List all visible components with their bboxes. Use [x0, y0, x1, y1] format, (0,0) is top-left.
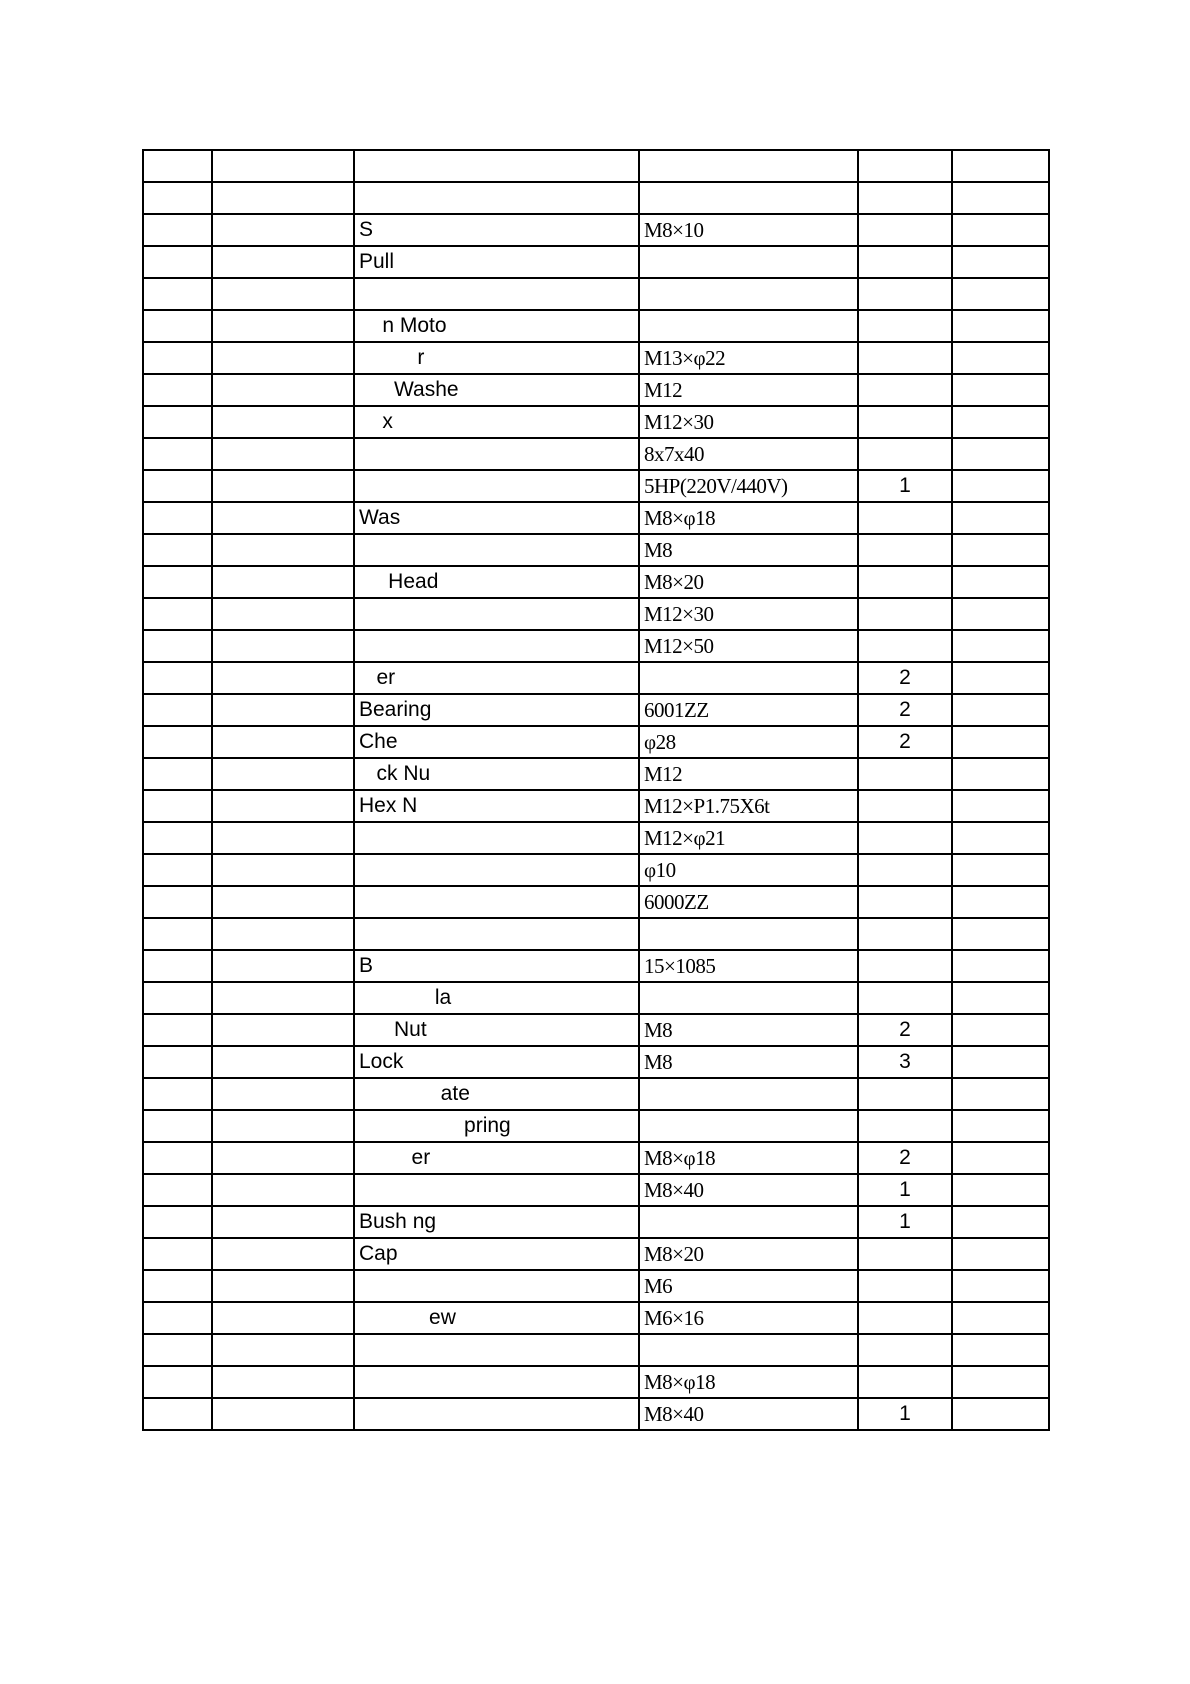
- part-code-cell: [212, 758, 354, 790]
- part-code-cell: [212, 1206, 354, 1238]
- remark-cell: [952, 950, 1049, 982]
- specification-cell: 5HP(220V/440V): [639, 470, 858, 502]
- remark-cell: [952, 310, 1049, 342]
- table-row: [143, 1334, 1049, 1366]
- part-code-cell: [212, 278, 354, 310]
- part-code-cell: [212, 790, 354, 822]
- description-cell: Nut: [354, 1014, 639, 1046]
- part-code-cell: [212, 886, 354, 918]
- part-code-cell: [212, 1302, 354, 1334]
- quantity-cell: [858, 1238, 952, 1270]
- quantity-cell: 2: [858, 694, 952, 726]
- description-cell: [354, 534, 639, 566]
- part-code-cell: [212, 662, 354, 694]
- description-cell: Bearing: [354, 694, 639, 726]
- remark-cell: [952, 1078, 1049, 1110]
- description-cell: Head: [354, 566, 639, 598]
- part-code-cell: [212, 534, 354, 566]
- part-number-cell: [143, 470, 212, 502]
- table-row: [143, 406, 1049, 438]
- specification-cell: M6×16: [639, 1302, 858, 1334]
- quantity-cell: [858, 886, 952, 918]
- table-row: [143, 278, 1049, 310]
- description-cell: er: [354, 662, 639, 694]
- quantity-cell: [858, 758, 952, 790]
- part-number-cell: [143, 374, 212, 406]
- quantity-cell: [858, 214, 952, 246]
- description-cell: [354, 630, 639, 662]
- description-cell: Cap: [354, 1238, 639, 1270]
- quantity-cell: 1: [858, 1206, 952, 1238]
- specification-cell: 6001ZZ: [639, 694, 858, 726]
- part-number-cell: [143, 758, 212, 790]
- part-code-cell: [212, 982, 354, 1014]
- quantity-cell: [858, 374, 952, 406]
- part-code-cell: [212, 1334, 354, 1366]
- description-cell: [354, 1366, 639, 1398]
- part-number-cell: [143, 214, 212, 246]
- description-cell: [354, 598, 639, 630]
- part-number-cell: [143, 950, 212, 982]
- remark-cell: [952, 1398, 1049, 1430]
- part-code-cell: [212, 150, 354, 182]
- parts-list-table: [142, 149, 1050, 1431]
- part-number-cell: [143, 598, 212, 630]
- table-row: [143, 662, 1049, 694]
- description-cell: pring: [354, 1110, 639, 1142]
- specification-cell: M8×20: [639, 566, 858, 598]
- remark-cell: [952, 1238, 1049, 1270]
- specification-cell: 8x7x40: [639, 438, 858, 470]
- quantity-cell: [858, 630, 952, 662]
- quantity-cell: [858, 150, 952, 182]
- remark-cell: [952, 374, 1049, 406]
- table-row: [143, 630, 1049, 662]
- table-row: [143, 1398, 1049, 1430]
- table-row: [143, 1238, 1049, 1270]
- part-number-cell: [143, 886, 212, 918]
- part-number-cell: [143, 1238, 212, 1270]
- specification-cell: 15×1085: [639, 950, 858, 982]
- part-code-cell: [212, 726, 354, 758]
- part-number-cell: [143, 918, 212, 950]
- quantity-cell: [858, 854, 952, 886]
- remark-cell: [952, 342, 1049, 374]
- description-cell: Hex N: [354, 790, 639, 822]
- table-row: [143, 246, 1049, 278]
- specification-cell: M8: [639, 1014, 858, 1046]
- description-cell: [354, 822, 639, 854]
- table-row: [143, 598, 1049, 630]
- quantity-cell: [858, 822, 952, 854]
- quantity-cell: [858, 982, 952, 1014]
- quantity-cell: [858, 1366, 952, 1398]
- specification-cell: M12×50: [639, 630, 858, 662]
- table-row: [143, 822, 1049, 854]
- quantity-cell: [858, 182, 952, 214]
- part-code-cell: [212, 822, 354, 854]
- specification-cell: M6: [639, 1270, 858, 1302]
- specification-cell: [639, 1334, 858, 1366]
- table-row: [143, 726, 1049, 758]
- part-code-cell: [212, 1014, 354, 1046]
- description-cell: Pull: [354, 246, 639, 278]
- remark-cell: [952, 726, 1049, 758]
- part-code-cell: [212, 1142, 354, 1174]
- table-row: [143, 1174, 1049, 1206]
- table-row: [143, 534, 1049, 566]
- remark-cell: [952, 854, 1049, 886]
- specification-cell: M8: [639, 1046, 858, 1078]
- remark-cell: [952, 150, 1049, 182]
- table-row: [143, 1206, 1049, 1238]
- remark-cell: [952, 1014, 1049, 1046]
- specification-cell: [639, 278, 858, 310]
- part-number-cell: [143, 1142, 212, 1174]
- part-number-cell: [143, 694, 212, 726]
- part-code-cell: [212, 406, 354, 438]
- specification-cell: [639, 1206, 858, 1238]
- description-cell: x: [354, 406, 639, 438]
- description-cell: [354, 1270, 639, 1302]
- part-number-cell: [143, 854, 212, 886]
- table-row: [143, 1046, 1049, 1078]
- description-cell: [354, 1334, 639, 1366]
- remark-cell: [952, 662, 1049, 694]
- remark-cell: [952, 470, 1049, 502]
- remark-cell: [952, 822, 1049, 854]
- specification-cell: M13×φ22: [639, 342, 858, 374]
- table-row: [143, 694, 1049, 726]
- part-number-cell: [143, 1206, 212, 1238]
- table-row: [143, 790, 1049, 822]
- table-row: [143, 374, 1049, 406]
- specification-cell: M8: [639, 534, 858, 566]
- quantity-cell: 2: [858, 1014, 952, 1046]
- specification-cell: [639, 310, 858, 342]
- quantity-cell: [858, 534, 952, 566]
- part-number-cell: [143, 406, 212, 438]
- specification-cell: φ28: [639, 726, 858, 758]
- table-row: [143, 758, 1049, 790]
- part-code-cell: [212, 470, 354, 502]
- remark-cell: [952, 886, 1049, 918]
- part-code-cell: [212, 438, 354, 470]
- description-cell: B: [354, 950, 639, 982]
- quantity-cell: 1: [858, 470, 952, 502]
- quantity-cell: 2: [858, 726, 952, 758]
- remark-cell: [952, 534, 1049, 566]
- specification-cell: [639, 182, 858, 214]
- part-code-cell: [212, 1238, 354, 1270]
- part-number-cell: [143, 1366, 212, 1398]
- part-number-cell: [143, 1174, 212, 1206]
- quantity-cell: [858, 310, 952, 342]
- table-row: [143, 566, 1049, 598]
- description-cell: [354, 470, 639, 502]
- quantity-cell: [858, 342, 952, 374]
- part-number-cell: [143, 310, 212, 342]
- description-cell: [354, 278, 639, 310]
- quantity-cell: [858, 1078, 952, 1110]
- part-code-cell: [212, 566, 354, 598]
- description-cell: Washe: [354, 374, 639, 406]
- table-row: [143, 1270, 1049, 1302]
- part-number-cell: [143, 1334, 212, 1366]
- specification-cell: [639, 918, 858, 950]
- quantity-cell: 1: [858, 1398, 952, 1430]
- description-cell: er: [354, 1142, 639, 1174]
- remark-cell: [952, 598, 1049, 630]
- specification-cell: M8×10: [639, 214, 858, 246]
- part-number-cell: [143, 1398, 212, 1430]
- part-number-cell: [143, 662, 212, 694]
- quantity-cell: [858, 1270, 952, 1302]
- part-code-cell: [212, 694, 354, 726]
- part-number-cell: [143, 822, 212, 854]
- part-number-cell: [143, 278, 212, 310]
- part-code-cell: [212, 374, 354, 406]
- specification-cell: [639, 246, 858, 278]
- description-cell: Was: [354, 502, 639, 534]
- part-number-cell: [143, 1014, 212, 1046]
- quantity-cell: 2: [858, 662, 952, 694]
- specification-cell: M12×φ21: [639, 822, 858, 854]
- description-cell: [354, 886, 639, 918]
- part-code-cell: [212, 1398, 354, 1430]
- part-code-cell: [212, 1270, 354, 1302]
- description-cell: n Moto: [354, 310, 639, 342]
- part-number-cell: [143, 630, 212, 662]
- remark-cell: [952, 1206, 1049, 1238]
- remark-cell: [952, 694, 1049, 726]
- specification-cell: [639, 982, 858, 1014]
- table-row: [143, 342, 1049, 374]
- description-cell: [354, 438, 639, 470]
- quantity-cell: [858, 566, 952, 598]
- part-number-cell: [143, 534, 212, 566]
- part-code-cell: [212, 598, 354, 630]
- remark-cell: [952, 790, 1049, 822]
- part-number-cell: [143, 790, 212, 822]
- part-number-cell: [143, 982, 212, 1014]
- table-row: [143, 470, 1049, 502]
- remark-cell: [952, 918, 1049, 950]
- description-cell: [354, 918, 639, 950]
- quantity-cell: [858, 918, 952, 950]
- parts-list-body: [143, 150, 1049, 1430]
- description-cell: ck Nu: [354, 758, 639, 790]
- quantity-cell: [858, 598, 952, 630]
- remark-cell: [952, 758, 1049, 790]
- quantity-cell: [858, 278, 952, 310]
- part-code-cell: [212, 1046, 354, 1078]
- specification-cell: M8×φ18: [639, 502, 858, 534]
- specification-cell: M12×30: [639, 406, 858, 438]
- table-row: [143, 310, 1049, 342]
- specification-cell: M8×φ18: [639, 1142, 858, 1174]
- description-cell: ew: [354, 1302, 639, 1334]
- quantity-cell: [858, 1110, 952, 1142]
- quantity-cell: 3: [858, 1046, 952, 1078]
- quantity-cell: 2: [858, 1142, 952, 1174]
- quantity-cell: [858, 1334, 952, 1366]
- remark-cell: [952, 1174, 1049, 1206]
- specification-cell: M8×40: [639, 1398, 858, 1430]
- table-row: [143, 502, 1049, 534]
- part-number-cell: [143, 726, 212, 758]
- specification-cell: M8×φ18: [639, 1366, 858, 1398]
- remark-cell: [952, 1110, 1049, 1142]
- specification-cell: M8×40: [639, 1174, 858, 1206]
- specification-cell: [639, 662, 858, 694]
- part-code-cell: [212, 182, 354, 214]
- table-row: [143, 1078, 1049, 1110]
- remark-cell: [952, 246, 1049, 278]
- remark-cell: [952, 630, 1049, 662]
- remark-cell: [952, 278, 1049, 310]
- remark-cell: [952, 406, 1049, 438]
- part-code-cell: [212, 310, 354, 342]
- part-number-cell: [143, 1046, 212, 1078]
- part-number-cell: [143, 182, 212, 214]
- remark-cell: [952, 182, 1049, 214]
- part-code-cell: [212, 854, 354, 886]
- description-cell: la: [354, 982, 639, 1014]
- description-cell: ate: [354, 1078, 639, 1110]
- table-row: [143, 438, 1049, 470]
- table-row: [143, 982, 1049, 1014]
- part-code-cell: [212, 950, 354, 982]
- quantity-cell: 1: [858, 1174, 952, 1206]
- description-cell: S: [354, 214, 639, 246]
- specification-cell: [639, 1078, 858, 1110]
- specification-cell: M12: [639, 758, 858, 790]
- specification-cell: M8×20: [639, 1238, 858, 1270]
- quantity-cell: [858, 950, 952, 982]
- part-number-cell: [143, 1302, 212, 1334]
- part-code-cell: [212, 214, 354, 246]
- part-number-cell: [143, 1110, 212, 1142]
- description-cell: [354, 1398, 639, 1430]
- remark-cell: [952, 1046, 1049, 1078]
- quantity-cell: [858, 1302, 952, 1334]
- table-row: [143, 1366, 1049, 1398]
- description-cell: [354, 150, 639, 182]
- remark-cell: [952, 214, 1049, 246]
- table-row: [143, 1302, 1049, 1334]
- part-number-cell: [143, 566, 212, 598]
- description-cell: [354, 182, 639, 214]
- quantity-cell: [858, 246, 952, 278]
- description-cell: Bush ng: [354, 1206, 639, 1238]
- description-cell: [354, 854, 639, 886]
- part-code-cell: [212, 502, 354, 534]
- part-code-cell: [212, 246, 354, 278]
- table-row: [143, 182, 1049, 214]
- remark-cell: [952, 438, 1049, 470]
- specification-cell: [639, 1110, 858, 1142]
- remark-cell: [952, 1142, 1049, 1174]
- specification-cell: M12×P1.75X6t: [639, 790, 858, 822]
- table-row: [143, 1014, 1049, 1046]
- quantity-cell: [858, 438, 952, 470]
- description-cell: Lock: [354, 1046, 639, 1078]
- part-number-cell: [143, 502, 212, 534]
- part-code-cell: [212, 1110, 354, 1142]
- remark-cell: [952, 1366, 1049, 1398]
- remark-cell: [952, 1302, 1049, 1334]
- quantity-cell: [858, 502, 952, 534]
- table-row: [143, 918, 1049, 950]
- quantity-cell: [858, 406, 952, 438]
- part-number-cell: [143, 1078, 212, 1110]
- table-row: [143, 214, 1049, 246]
- specification-cell: 6000ZZ: [639, 886, 858, 918]
- part-number-cell: [143, 342, 212, 374]
- specification-cell: M12×30: [639, 598, 858, 630]
- part-number-cell: [143, 438, 212, 470]
- description-cell: r: [354, 342, 639, 374]
- remark-cell: [952, 1334, 1049, 1366]
- description-cell: [354, 1174, 639, 1206]
- part-code-cell: [212, 918, 354, 950]
- part-code-cell: [212, 1366, 354, 1398]
- remark-cell: [952, 502, 1049, 534]
- remark-cell: [952, 566, 1049, 598]
- specification-cell: [639, 150, 858, 182]
- table-row: [143, 1142, 1049, 1174]
- part-number-cell: [143, 1270, 212, 1302]
- table-row: [143, 854, 1049, 886]
- part-number-cell: [143, 246, 212, 278]
- specification-cell: M12: [639, 374, 858, 406]
- description-cell: Che: [354, 726, 639, 758]
- part-code-cell: [212, 630, 354, 662]
- table-row: [143, 950, 1049, 982]
- part-code-cell: [212, 342, 354, 374]
- table-row: [143, 1110, 1049, 1142]
- table-row: [143, 886, 1049, 918]
- quantity-cell: [858, 790, 952, 822]
- remark-cell: [952, 982, 1049, 1014]
- part-code-cell: [212, 1078, 354, 1110]
- specification-cell: φ10: [639, 854, 858, 886]
- table-row: [143, 150, 1049, 182]
- remark-cell: [952, 1270, 1049, 1302]
- part-number-cell: [143, 150, 212, 182]
- part-code-cell: [212, 1174, 354, 1206]
